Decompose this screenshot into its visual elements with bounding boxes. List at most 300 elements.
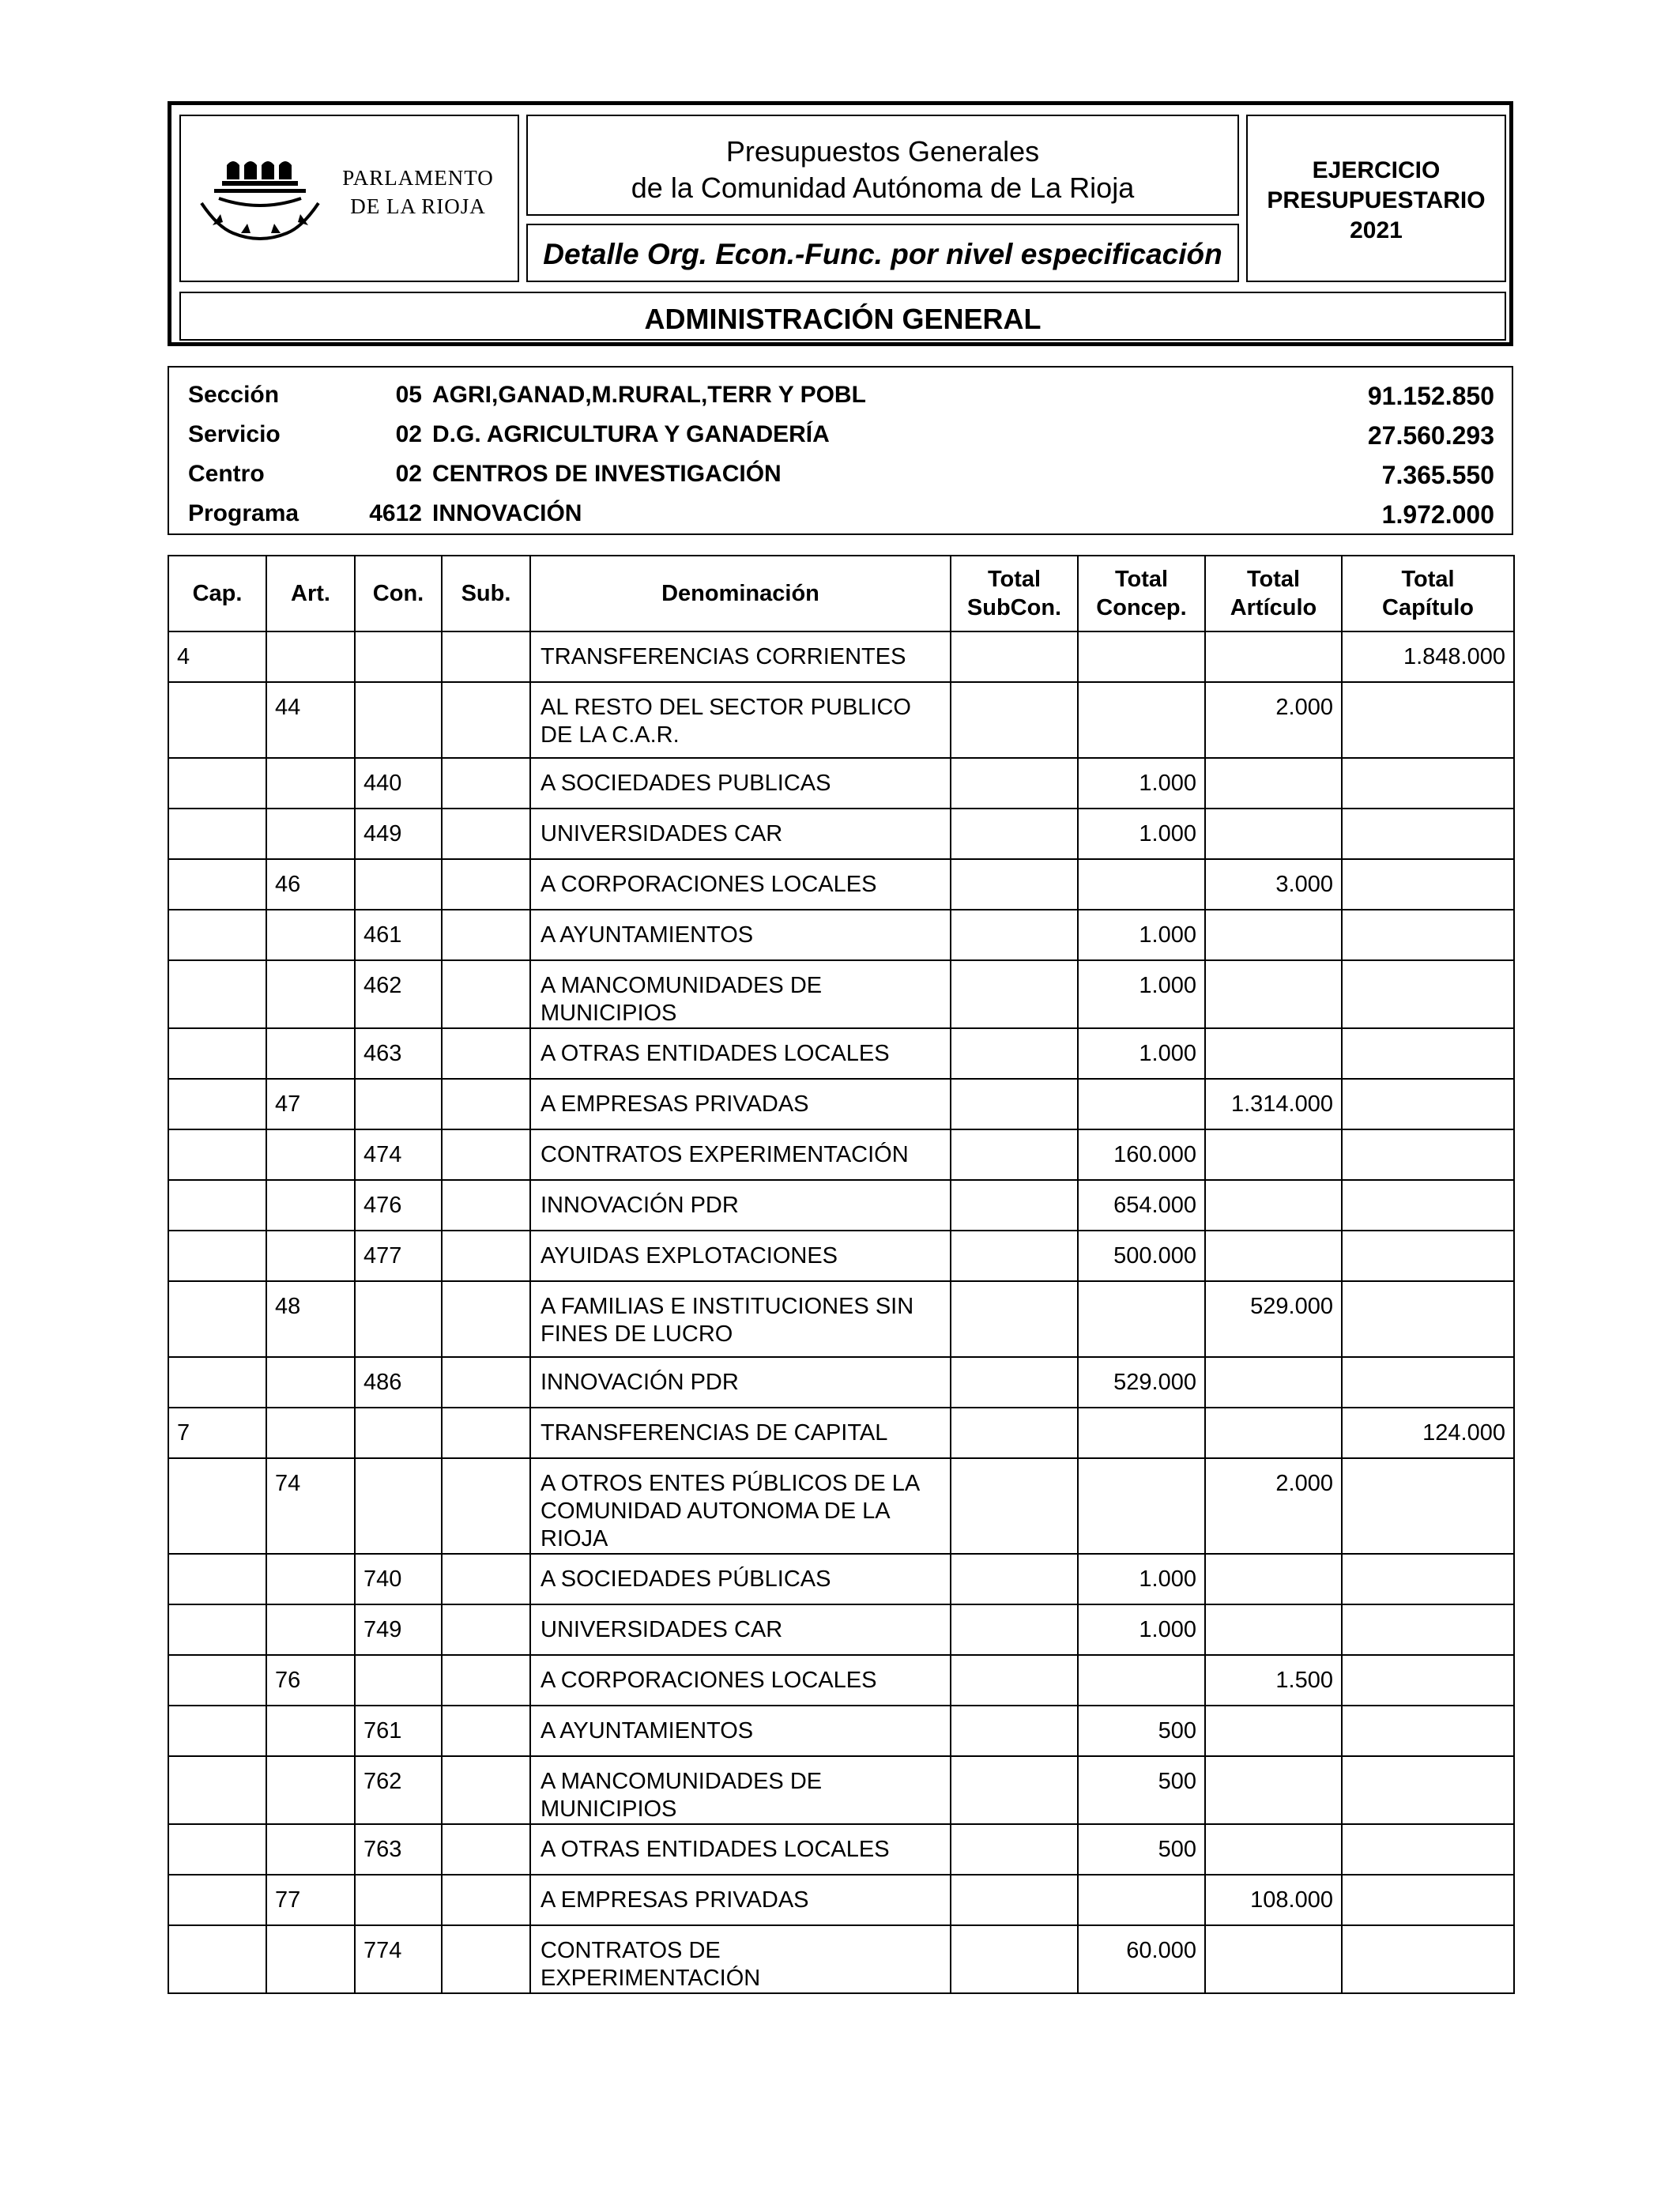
cell-con: 740 (355, 1554, 442, 1604)
cell-total-concep: 160.000 (1078, 1129, 1205, 1180)
cell-total-capitulo (1342, 1824, 1514, 1875)
cell-total-articulo (1205, 758, 1342, 809)
cell-cap (168, 1824, 266, 1875)
cell-cap (168, 1706, 266, 1756)
table-row (168, 1604, 1514, 1655)
subtitle-box (526, 224, 1239, 282)
cell-denominacion: CONTRATOS DE EXPERIMENTACIÓN (530, 1925, 951, 1993)
cell-sub (442, 1458, 530, 1554)
cell-con (355, 1655, 442, 1706)
cell-art (266, 1706, 355, 1756)
table-row (168, 859, 1514, 910)
cell-total-concep (1078, 631, 1205, 682)
cell-sub (442, 1408, 530, 1458)
cell-denominacion: UNIVERSIDADES CAR (530, 809, 951, 859)
cell-cap (168, 1554, 266, 1604)
cell-cap (168, 809, 266, 859)
table-row (168, 1824, 1514, 1875)
cell-total-concep (1078, 1458, 1205, 1554)
cell-total-articulo: 108.000 (1205, 1875, 1342, 1925)
header-total-articulo (1205, 556, 1342, 631)
title-line-2: de la Comunidad Autónoma de La Rioja (631, 172, 1135, 204)
cell-total-concep: 500.000 (1078, 1231, 1205, 1281)
ejercicio-year: 2021 (1350, 217, 1403, 243)
cell-denominacion: A EMPRESAS PRIVADAS (530, 1079, 951, 1129)
cell-total-concep: 654.000 (1078, 1180, 1205, 1231)
cell-denominacion: A OTRAS ENTIDADES LOCALES (530, 1824, 951, 1875)
cell-total-articulo (1205, 1604, 1342, 1655)
cell-con (355, 1875, 442, 1925)
cell-art: 47 (266, 1079, 355, 1129)
info-code: 05 (395, 382, 422, 408)
parliament-emblem-icon (197, 148, 323, 247)
cell-cap (168, 1180, 266, 1231)
cell-cap (168, 1357, 266, 1408)
cell-total-capitulo (1342, 1655, 1514, 1706)
cell-total-capitulo (1342, 1925, 1514, 1993)
info-name: INNOVACIÓN (432, 500, 582, 526)
cell-denominacion: TRANSFERENCIAS DE CAPITAL (530, 1408, 951, 1458)
cell-total-subcon (951, 1180, 1078, 1231)
cell-total-subcon (951, 758, 1078, 809)
header-con: Con. (355, 556, 442, 631)
cell-con: 486 (355, 1357, 442, 1408)
cell-cap (168, 1129, 266, 1180)
cell-total-subcon (951, 859, 1078, 910)
cell-total-concep (1078, 859, 1205, 910)
cell-total-capitulo (1342, 1357, 1514, 1408)
cell-cap (168, 1604, 266, 1655)
cell-con: 474 (355, 1129, 442, 1180)
fiscal-year-text (1248, 156, 1505, 246)
cell-total-subcon (951, 1231, 1078, 1281)
table-row (168, 631, 1514, 682)
cell-total-articulo: 3.000 (1205, 859, 1342, 910)
header-art: Art. (266, 556, 355, 631)
cell-sub (442, 1180, 530, 1231)
header-text: Total (987, 567, 1042, 592)
cell-con: 762 (355, 1756, 442, 1824)
table-row (168, 1129, 1514, 1180)
section-info (168, 366, 1513, 535)
cell-total-articulo (1205, 1554, 1342, 1604)
cell-cap (168, 1925, 266, 1993)
cell-art (266, 1357, 355, 1408)
cell-con (355, 682, 442, 758)
header-text: Concep. (1096, 595, 1187, 620)
title-line-1: Presupuestos Generales (725, 135, 1040, 168)
info-label: Sección (188, 382, 280, 408)
document-subtitle: Detalle Org. Econ.-Func. por nivel especificación (543, 238, 1222, 270)
cell-total-articulo (1205, 960, 1342, 1028)
cell-denominacion: UNIVERSIDADES CAR (530, 1604, 951, 1655)
cell-total-capitulo (1342, 1756, 1514, 1824)
cell-denominacion: A SOCIEDADES PÚBLICAS (530, 1554, 951, 1604)
cell-art (266, 1925, 355, 1993)
cell-sub (442, 1357, 530, 1408)
cell-cap (168, 1079, 266, 1129)
header-total-capitulo (1342, 556, 1514, 631)
cell-total-capitulo (1342, 682, 1514, 758)
cell-cap (168, 1458, 266, 1554)
cell-denominacion: A OTRAS ENTIDADES LOCALES (530, 1028, 951, 1079)
cell-total-articulo (1205, 1231, 1342, 1281)
cell-denominacion: A SOCIEDADES PUBLICAS (530, 758, 951, 809)
cell-total-subcon (951, 1554, 1078, 1604)
table-body (168, 631, 1514, 1993)
cell-total-articulo (1205, 1925, 1342, 1993)
cell-total-concep (1078, 1875, 1205, 1925)
info-code: 4612 (369, 500, 422, 526)
cell-cap (168, 758, 266, 809)
cell-total-articulo: 529.000 (1205, 1281, 1342, 1357)
cell-total-subcon (951, 910, 1078, 960)
cell-total-concep: 1.000 (1078, 1028, 1205, 1079)
cell-total-capitulo: 124.000 (1342, 1408, 1514, 1458)
cell-art (266, 1756, 355, 1824)
cell-total-capitulo (1342, 960, 1514, 1028)
cell-total-articulo (1205, 1706, 1342, 1756)
table-row (168, 1231, 1514, 1281)
cell-total-concep: 60.000 (1078, 1925, 1205, 1993)
cell-art: 76 (266, 1655, 355, 1706)
cell-con: 462 (355, 960, 442, 1028)
cell-sub (442, 1756, 530, 1824)
cell-art: 48 (266, 1281, 355, 1357)
cell-total-subcon (951, 1079, 1078, 1129)
cell-art (266, 1231, 355, 1281)
cell-total-concep (1078, 1408, 1205, 1458)
cell-total-capitulo (1342, 1706, 1514, 1756)
cell-total-subcon (951, 1458, 1078, 1554)
table-row (168, 1458, 1514, 1554)
cell-total-capitulo (1342, 1281, 1514, 1357)
cell-denominacion: A CORPORACIONES LOCALES (530, 859, 951, 910)
table-row (168, 910, 1514, 960)
cell-art (266, 1408, 355, 1458)
cell-sub (442, 682, 530, 758)
cell-con: 761 (355, 1706, 442, 1756)
cell-denominacion: A EMPRESAS PRIVADAS (530, 1875, 951, 1925)
cell-sub (442, 1129, 530, 1180)
cell-sub (442, 960, 530, 1028)
table-row (168, 1925, 1514, 1993)
cell-cap (168, 960, 266, 1028)
cell-total-articulo (1205, 910, 1342, 960)
info-amount: 91.152.850 (1367, 382, 1494, 410)
cell-cap: 4 (168, 631, 266, 682)
cell-total-articulo: 2.000 (1205, 682, 1342, 758)
cell-total-capitulo (1342, 1079, 1514, 1129)
table-row (168, 1875, 1514, 1925)
logo-line-1: PARLAMENTO (342, 166, 494, 190)
cell-total-subcon (951, 1129, 1078, 1180)
table-row (168, 1706, 1514, 1756)
table-row (168, 809, 1514, 859)
cell-sub (442, 758, 530, 809)
cell-total-subcon (951, 1408, 1078, 1458)
info-label: Servicio (188, 421, 281, 447)
cell-art (266, 631, 355, 682)
cell-total-concep: 1.000 (1078, 758, 1205, 809)
cell-total-capitulo (1342, 1875, 1514, 1925)
cell-sub (442, 631, 530, 682)
cell-total-concep: 500 (1078, 1706, 1205, 1756)
cell-con: 749 (355, 1604, 442, 1655)
cell-total-subcon (951, 1357, 1078, 1408)
cell-con: 476 (355, 1180, 442, 1231)
cell-total-articulo (1205, 631, 1342, 682)
cell-total-capitulo (1342, 809, 1514, 859)
cell-total-capitulo (1342, 1028, 1514, 1079)
cell-cap (168, 859, 266, 910)
cell-sub (442, 1824, 530, 1875)
cell-total-articulo: 2.000 (1205, 1458, 1342, 1554)
budget-table (168, 555, 1515, 1994)
cell-total-articulo (1205, 1357, 1342, 1408)
cell-total-subcon (951, 1281, 1078, 1357)
cell-art (266, 1180, 355, 1231)
cell-sub (442, 1875, 530, 1925)
header-text: Total (1114, 567, 1169, 592)
cell-total-concep: 1.000 (1078, 809, 1205, 859)
info-code: 02 (395, 421, 422, 447)
cell-sub (442, 859, 530, 910)
table-row (168, 1357, 1514, 1408)
header-text: Capítulo (1382, 595, 1474, 620)
cell-total-subcon (951, 1925, 1078, 1993)
cell-con: 440 (355, 758, 442, 809)
info-amount: 7.365.550 (1381, 461, 1494, 489)
table-row (168, 1079, 1514, 1129)
info-name: D.G. AGRICULTURA Y GANADERÍA (432, 421, 830, 447)
cell-con (355, 1408, 442, 1458)
cell-total-capitulo (1342, 1458, 1514, 1554)
cell-denominacion: AL RESTO DEL SECTOR PUBLICO DE LA C.A.R. (530, 682, 951, 758)
cell-denominacion: A FAMILIAS E INSTITUCIONES SIN FINES DE LUCRO (530, 1281, 951, 1357)
cell-total-concep: 1.000 (1078, 910, 1205, 960)
cell-total-subcon (951, 1756, 1078, 1824)
cell-sub (442, 1655, 530, 1706)
cell-art (266, 1554, 355, 1604)
cell-total-articulo (1205, 1824, 1342, 1875)
header-denominacion: Denominación (530, 556, 951, 631)
cell-total-concep: 1.000 (1078, 1604, 1205, 1655)
info-amount: 27.560.293 (1367, 421, 1494, 450)
cell-sub (442, 1706, 530, 1756)
cell-total-capitulo (1342, 1129, 1514, 1180)
administration-title: ADMINISTRACIÓN GENERAL (644, 303, 1042, 335)
table-row (168, 1554, 1514, 1604)
cell-cap (168, 682, 266, 758)
table-row (168, 758, 1514, 809)
cell-art (266, 758, 355, 809)
cell-cap (168, 1281, 266, 1357)
cell-sub (442, 1554, 530, 1604)
cell-con: 763 (355, 1824, 442, 1875)
cell-total-capitulo (1342, 1554, 1514, 1604)
title-box (526, 115, 1239, 216)
cell-total-articulo: 1.314.000 (1205, 1079, 1342, 1129)
cell-con (355, 1458, 442, 1554)
cell-total-subcon (951, 682, 1078, 758)
cell-total-articulo (1205, 1129, 1342, 1180)
cell-art (266, 960, 355, 1028)
info-code: 02 (395, 461, 422, 487)
cell-cap: 7 (168, 1408, 266, 1458)
cell-total-subcon (951, 1028, 1078, 1079)
cell-art: 77 (266, 1875, 355, 1925)
cell-denominacion: A AYUNTAMIENTOS (530, 1706, 951, 1756)
header-text: Total (1401, 567, 1455, 592)
cell-total-concep (1078, 1079, 1205, 1129)
cell-total-subcon (951, 1655, 1078, 1706)
table-row (168, 1408, 1514, 1458)
cell-art (266, 910, 355, 960)
info-amount: 1.972.000 (1381, 500, 1494, 529)
cell-total-concep (1078, 1281, 1205, 1357)
cell-denominacion: A OTROS ENTES PÚBLICOS DE LA COMUNIDAD AUTONOMA DE LA RIOJA (530, 1458, 951, 1554)
cell-sub (442, 1281, 530, 1357)
cell-total-articulo (1205, 809, 1342, 859)
header-cap: Cap. (168, 556, 266, 631)
cell-sub (442, 1231, 530, 1281)
table-row (168, 1655, 1514, 1706)
cell-total-articulo (1205, 1408, 1342, 1458)
table-header-row (168, 556, 1514, 631)
cell-cap (168, 1231, 266, 1281)
cell-denominacion: CONTRATOS EXPERIMENTACIÓN (530, 1129, 951, 1180)
cell-total-subcon (951, 809, 1078, 859)
header-text: Artículo (1230, 595, 1317, 620)
cell-art (266, 1028, 355, 1079)
logo-line-2: DE LA RIOJA (350, 194, 486, 218)
cell-total-concep: 500 (1078, 1756, 1205, 1824)
cell-cap (168, 1028, 266, 1079)
fiscal-year-box (1246, 115, 1506, 282)
cell-total-subcon (951, 960, 1078, 1028)
cell-total-concep: 529.000 (1078, 1357, 1205, 1408)
cell-denominacion: INNOVACIÓN PDR (530, 1180, 951, 1231)
cell-total-capitulo (1342, 859, 1514, 910)
header-sub: Sub. (442, 556, 530, 631)
info-row-centro (169, 454, 1512, 494)
cell-art: 74 (266, 1458, 355, 1554)
cell-total-capitulo (1342, 1180, 1514, 1231)
cell-sub (442, 1079, 530, 1129)
cell-sub (442, 809, 530, 859)
cell-total-capitulo (1342, 1604, 1514, 1655)
table-row (168, 682, 1514, 758)
header-text: SubCon. (966, 595, 1062, 620)
cell-denominacion: A CORPORACIONES LOCALES (530, 1655, 951, 1706)
cell-denominacion: A MANCOMUNIDADES DE MUNICIPIOS (530, 960, 951, 1028)
info-name: CENTROS DE INVESTIGACIÓN (432, 461, 782, 487)
cell-total-subcon (951, 1875, 1078, 1925)
cell-con: 463 (355, 1028, 442, 1079)
info-label: Programa (188, 500, 299, 526)
info-row-seccion (169, 375, 1512, 415)
ejercicio-line-1: EJERCICIO (1312, 157, 1441, 183)
table-row (168, 1756, 1514, 1824)
cell-total-articulo: 1.500 (1205, 1655, 1342, 1706)
ejercicio-line-2: PRESUPUESTARIO (1267, 187, 1486, 213)
cell-total-subcon (951, 631, 1078, 682)
info-row-programa (169, 494, 1512, 533)
cell-con (355, 1281, 442, 1357)
cell-total-subcon (951, 1706, 1078, 1756)
table-row (168, 960, 1514, 1028)
cell-total-capitulo (1342, 1231, 1514, 1281)
administration-box (179, 292, 1506, 341)
cell-sub (442, 910, 530, 960)
cell-con: 477 (355, 1231, 442, 1281)
cell-total-subcon (951, 1604, 1078, 1655)
logo-box (179, 115, 519, 282)
cell-con (355, 1079, 442, 1129)
info-name: AGRI,GANAD,M.RURAL,TERR Y POBL (432, 382, 866, 408)
document-header (168, 101, 1513, 346)
cell-cap (168, 1875, 266, 1925)
cell-con (355, 631, 442, 682)
table-row (168, 1180, 1514, 1231)
cell-total-subcon (951, 1824, 1078, 1875)
logo-text (319, 164, 517, 221)
header-text: Total (1246, 567, 1301, 592)
cell-art (266, 1129, 355, 1180)
cell-cap (168, 1756, 266, 1824)
cell-total-concep: 1.000 (1078, 1554, 1205, 1604)
cell-con: 774 (355, 1925, 442, 1993)
cell-sub (442, 1028, 530, 1079)
cell-total-articulo (1205, 1756, 1342, 1824)
cell-cap (168, 1655, 266, 1706)
cell-total-concep (1078, 682, 1205, 758)
cell-total-concep (1078, 1655, 1205, 1706)
cell-art (266, 1604, 355, 1655)
info-label: Centro (188, 461, 265, 487)
cell-total-capitulo (1342, 910, 1514, 960)
cell-denominacion: A MANCOMUNIDADES DE MUNICIPIOS (530, 1756, 951, 1824)
cell-total-articulo (1205, 1028, 1342, 1079)
cell-sub (442, 1604, 530, 1655)
cell-sub (442, 1925, 530, 1993)
cell-art: 44 (266, 682, 355, 758)
header-total-subcon (951, 556, 1078, 631)
cell-con: 449 (355, 809, 442, 859)
cell-total-concep: 1.000 (1078, 960, 1205, 1028)
cell-denominacion: TRANSFERENCIAS CORRIENTES (530, 631, 951, 682)
cell-denominacion: INNOVACIÓN PDR (530, 1357, 951, 1408)
cell-total-articulo (1205, 1180, 1342, 1231)
cell-art (266, 1824, 355, 1875)
info-row-servicio (169, 415, 1512, 454)
cell-con (355, 859, 442, 910)
cell-cap (168, 910, 266, 960)
header-total-concep (1078, 556, 1205, 631)
table-row (168, 1028, 1514, 1079)
cell-art (266, 809, 355, 859)
table-row (168, 1281, 1514, 1357)
cell-denominacion: AYUIDAS EXPLOTACIONES (530, 1231, 951, 1281)
cell-total-concep: 500 (1078, 1824, 1205, 1875)
cell-total-capitulo: 1.848.000 (1342, 631, 1514, 682)
cell-denominacion: A AYUNTAMIENTOS (530, 910, 951, 960)
cell-con: 461 (355, 910, 442, 960)
document-title (528, 134, 1237, 206)
cell-art: 46 (266, 859, 355, 910)
cell-total-capitulo (1342, 758, 1514, 809)
